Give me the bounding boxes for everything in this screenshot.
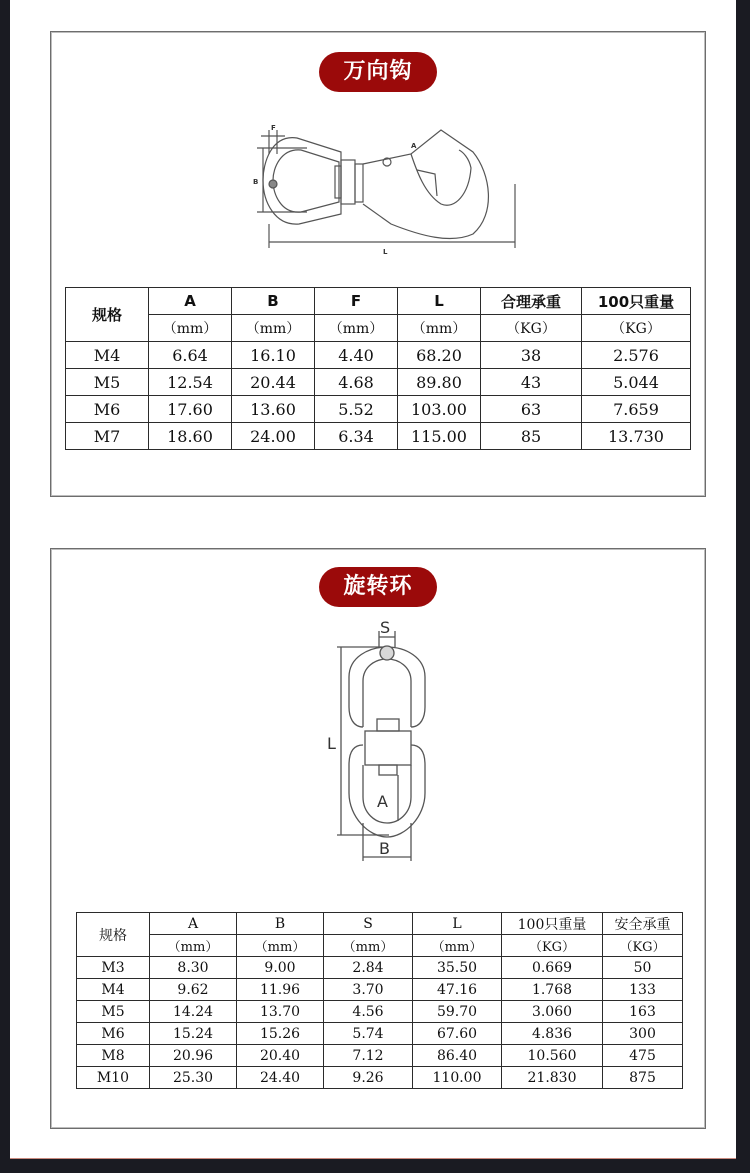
header-cell: F [315,288,398,315]
cell: 24.40 [237,1067,324,1089]
swivel-hook-spec-table [65,287,691,450]
unit-cell: （mm） [413,935,502,957]
upper-eye-inner [363,659,411,727]
unit-cell: （mm） [324,935,413,957]
cell: 20.40 [237,1045,324,1067]
table-row [77,957,683,979]
cell: 0.669 [502,957,603,979]
hook-ring-inner [273,150,339,212]
cell: 59.70 [413,1001,502,1023]
unit-cell: （mm） [315,315,398,342]
header-cell: 合理承重 [481,288,582,315]
unit-cell: （mm） [232,315,315,342]
cell: 9.62 [150,979,237,1001]
table-row [77,1067,683,1089]
cell: 2.84 [324,957,413,979]
header-cell: 规格 [77,913,150,957]
table-header-row [77,913,683,935]
cell: M4 [66,342,149,369]
table-row [77,979,683,1001]
unit-cell: （mm） [398,315,481,342]
cell: 17.60 [149,396,232,423]
cell: M5 [66,369,149,396]
cell: 11.96 [237,979,324,1001]
cell: M8 [77,1045,150,1067]
header-cell: 安全承重 [603,913,683,935]
swivel-nut-bottom [379,765,397,775]
cell: 43 [481,369,582,396]
table-row [66,342,691,369]
cell: 63 [481,396,582,423]
cell: 4.40 [315,342,398,369]
pin-section [380,646,394,660]
table-row [77,1023,683,1045]
cell: 163 [603,1001,683,1023]
cell: M3 [77,957,150,979]
cell: 20.96 [150,1045,237,1067]
table-row [77,1001,683,1023]
swivel-eye-diagram [313,617,433,877]
cell: 3.060 [502,1001,603,1023]
cell: 2.576 [582,342,691,369]
table-header-row [66,288,691,315]
cell: 5.52 [315,396,398,423]
swivel-eye-section [50,548,706,1129]
table-row [66,396,691,423]
cell: 13.70 [237,1001,324,1023]
label-s: S [380,618,391,637]
cell: 103.00 [398,396,481,423]
cell: 15.24 [150,1023,237,1045]
header-cell: 规格 [66,288,149,342]
label-l: L [327,734,336,753]
header-cell: S [324,913,413,935]
cell: 14.24 [150,1001,237,1023]
cell: 89.80 [398,369,481,396]
hook-pin [269,180,277,188]
cell: 15.26 [237,1023,324,1045]
cell: 13.60 [232,396,315,423]
unit-cell: （KG） [603,935,683,957]
table-unit-row [77,935,683,957]
header-cell: B [232,288,315,315]
label-b: B [379,839,390,858]
swivel-block [341,160,355,204]
cell: 18.60 [149,423,232,450]
cell: 10.560 [502,1045,603,1067]
cell: 1.768 [502,979,603,1001]
header-cell: A [149,288,232,315]
cell: 115.00 [398,423,481,450]
cell: 13.730 [582,423,691,450]
cell: 875 [603,1067,683,1089]
header-cell: 100只重量 [582,288,691,315]
cell: M5 [77,1001,150,1023]
cell: M6 [66,396,149,423]
table-row [77,1045,683,1067]
cell: 5.74 [324,1023,413,1045]
cell: 6.64 [149,342,232,369]
header-cell: L [398,288,481,315]
cell: 47.16 [413,979,502,1001]
cell: 110.00 [413,1067,502,1089]
cell: 85 [481,423,582,450]
cell: M4 [77,979,150,1001]
cell: 68.20 [398,342,481,369]
label-b: B [253,178,259,186]
swivel-eye-spec-table [76,912,683,1089]
unit-cell: （mm） [149,315,232,342]
section-title-badge: 旋转环 [319,567,437,607]
cell: 8.30 [150,957,237,979]
hook-body [363,130,488,239]
header-cell: 100只重量 [502,913,603,935]
cell: 86.40 [413,1045,502,1067]
unit-cell: （mm） [150,935,237,957]
table-row [66,423,691,450]
swivel-snap-hook-diagram [241,124,541,254]
label-a: A [411,142,417,150]
hook-gate [411,150,471,205]
table-row [66,369,691,396]
cell: 7.12 [324,1045,413,1067]
product-spec-page [10,0,736,1159]
section-title-badge: 万向钩 [319,52,437,92]
header-cell: L [413,913,502,935]
cell: 16.10 [232,342,315,369]
label-a: A [377,792,388,811]
unit-cell: （mm） [237,935,324,957]
cell: 21.830 [502,1067,603,1089]
cell: 475 [603,1045,683,1067]
swivel-body [365,731,411,765]
header-cell: A [150,913,237,935]
cell: 5.044 [582,369,691,396]
label-l: L [383,248,388,254]
cell: 4.836 [502,1023,603,1045]
swivel-hook-section [50,31,706,497]
cell: 7.659 [582,396,691,423]
cell: 35.50 [413,957,502,979]
label-f: F [271,124,276,132]
cell: 133 [603,979,683,1001]
cell: 4.56 [324,1001,413,1023]
cell: 3.70 [324,979,413,1001]
cell: 50 [603,957,683,979]
cell: 38 [481,342,582,369]
cell: 9.26 [324,1067,413,1089]
cell: M10 [77,1067,150,1089]
unit-cell: （KG） [582,315,691,342]
cell: 4.68 [315,369,398,396]
cell: 20.44 [232,369,315,396]
cell: 9.00 [237,957,324,979]
cell: M7 [66,423,149,450]
cell: M6 [77,1023,150,1045]
cell: 67.60 [413,1023,502,1045]
unit-cell: （KG） [502,935,603,957]
cell: 6.34 [315,423,398,450]
swivel-nut-top [377,719,399,731]
header-cell: B [237,913,324,935]
cell: 24.00 [232,423,315,450]
unit-cell: （KG） [481,315,582,342]
cell: 12.54 [149,369,232,396]
cell: 300 [603,1023,683,1045]
cell: 25.30 [150,1067,237,1089]
table-unit-row [66,315,691,342]
